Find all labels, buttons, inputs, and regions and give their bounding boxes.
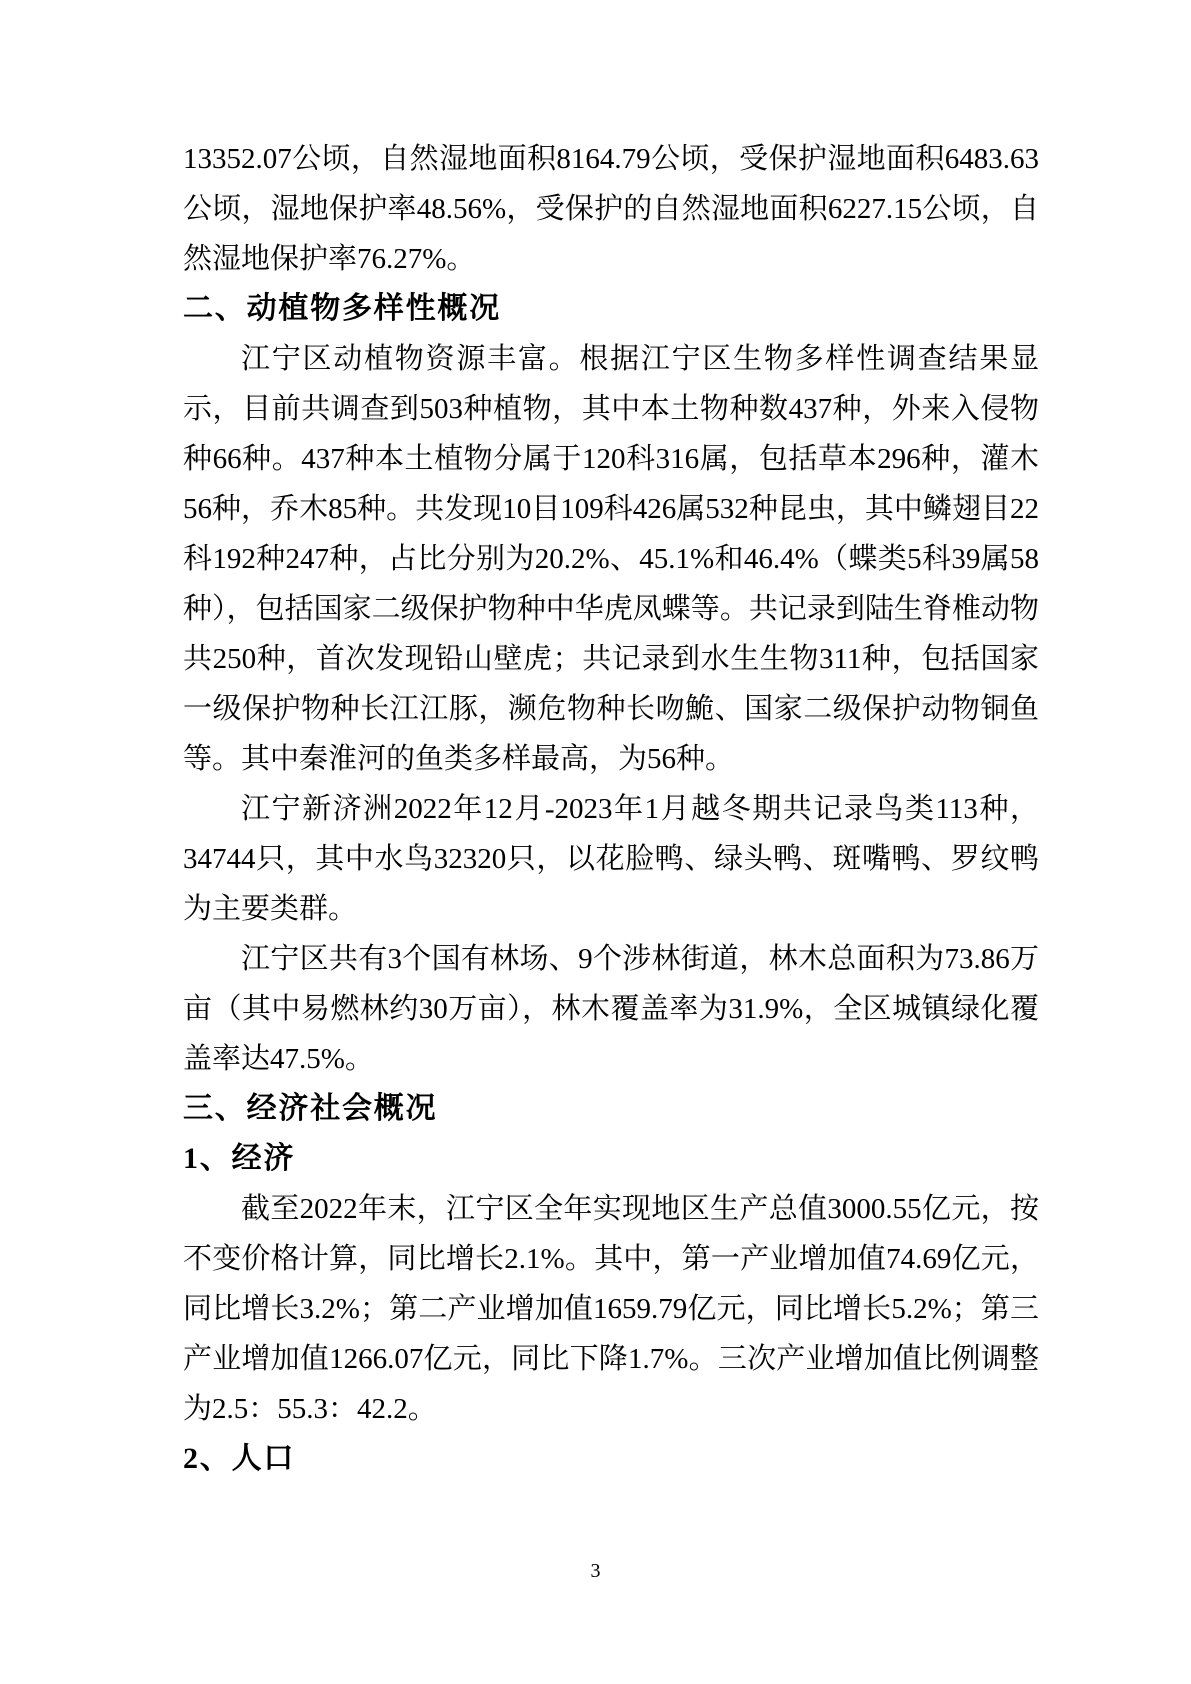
page-number: 3 bbox=[590, 1560, 601, 1582]
heading-economy: 1、经济 bbox=[183, 1142, 296, 1175]
paragraph-wetland-continuation: 13352.07公顷，自然湿地面积8164.79公顷，受保护湿地面积6483.63公顷，湿地保护率48.56%，受保护的自然湿地面积6227.15公顷，自然湿地保护率76.27%。 bbox=[183, 143, 1039, 275]
paragraph-wintering-birds: 江宁新济洲2022年12月-2023年1月越冬期共记录鸟类113种，34744只，其中水鸟32320只，以花脸鸭、绿头鸭、斑嘴鸭、罗纹鸭为主要类群。 bbox=[183, 793, 1039, 925]
heading-economy-society-overview: 三、经济社会概况 bbox=[183, 1092, 438, 1125]
document-body bbox=[183, 134, 1039, 1484]
paragraph-species-survey: 江宁区动植物资源丰富。根据江宁区生物多样性调查结果显示，目前共调查到503种植物，其中本土物种数437种，外来入侵物种66种。437种本土植物分属于120科316属，包括草本296种，灌木56种，乔木85种。共发现10目109科426属532种昆虫，其中鳞翅目22科192种247种，占比分别为20.2%、45.1%和46.4%（蝶类5科39属58种），包括国家二级保护物种中华虎凤蝶等。共记录到陆生脊椎动物共250种，首次发现铅山壁虎；共记录到水生生物311种，包括国家一级保护物种长江江豚，濒危物种长吻鮠、国家二级保护动物铜鱼等。其中秦淮河的鱼类多样最高，为56种。 bbox=[183, 343, 1039, 775]
paragraph-gdp: 截至2022年末，江宁区全年实现地区生产总值3000.55亿元，按不变价格计算，同比增长2.1%。其中，第一产业增加值74.69亿元，同比增长3.2%；第二产业增加值1659.79亿元，同比增长5.2%；第三产业增加值1266.07亿元，同比下降1.7%。三次产业增加值比例调整为2.5：55.3：42.2。 bbox=[183, 1193, 1039, 1425]
heading-population: 2、人口 bbox=[183, 1442, 296, 1475]
heading-biodiversity-overview: 二、动植物多样性概况 bbox=[183, 292, 501, 325]
paragraph-forest-coverage: 江宁区共有3个国有林场、9个涉林街道，林木总面积为73.86万亩（其中易燃林约30万亩），林木覆盖率为31.9%，全区城镇绿化覆盖率达47.5%。 bbox=[183, 943, 1039, 1075]
